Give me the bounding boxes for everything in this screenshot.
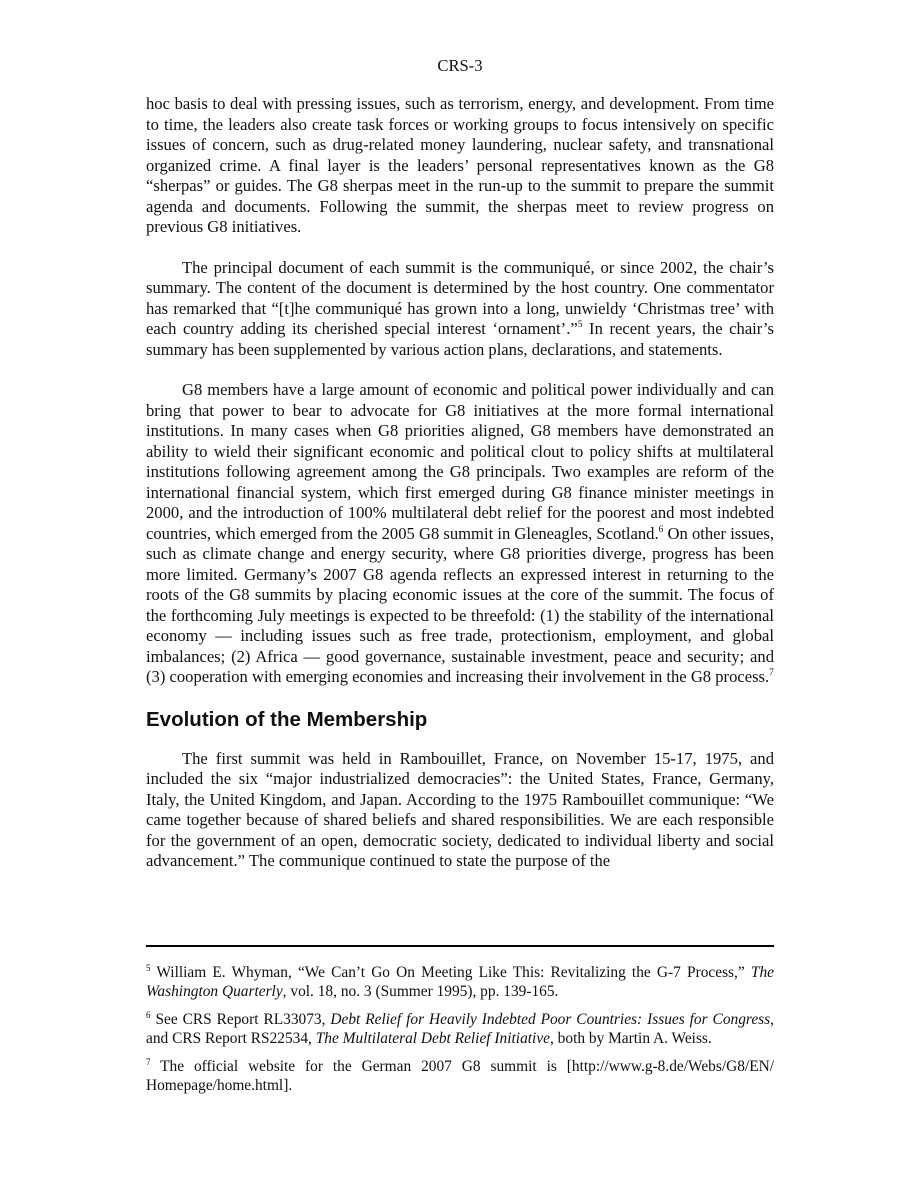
- footnote-ref-5: 5: [577, 320, 583, 330]
- paragraph-4: The first summit was held in Rambouillet, France, on November 15-17, 1975, and included the six “major industrialized democracies”: the United States, France, Germany, Italy, the United Kingdom, and Japan. According to the 1975 Rambouillet communique: “We came together because of shared beliefs and shared responsibilities. We are each responsible for the government of an open, democratic society, dedicated to individual liberty and social advancement.” The communique continued to state the purpose of the: [146, 748, 774, 870]
- footnote-6: [146, 1010, 774, 1048]
- footnote-journal-title: The Washington Quarterly: [146, 964, 774, 1000]
- footnote-divider: [146, 945, 774, 947]
- footnote-number: 5: [146, 963, 151, 973]
- footnote-5: [146, 963, 774, 1001]
- footnote-number: 6: [146, 1010, 151, 1020]
- paragraph-3: [146, 380, 774, 688]
- footnote-text: See CRS Report RL33073,: [150, 1011, 331, 1028]
- paragraph-1: hoc basis to deal with pressing issues, such as terrorism, energy, and development. From time to time, the leaders also create task forces or working groups to focus intensively on specific issues of concern, such as drug-related money laundering, nuclear safety, and transnational organized crime. A final layer is the leaders’ personal representatives known as the G8 “sherpas” or guides. The G8 sherpas meet in the run-up to the summit to prepare the summit agenda and documents. Following the summit, the sherpas meet to review progress on previous G8 initiatives.: [146, 94, 774, 236]
- footnote-text: The official website for the German 2007 G8 summit is [http://www.g-8.de/Webs/G8/EN/ Homepage/home.html].: [146, 1058, 774, 1094]
- document-body: [146, 94, 774, 892]
- footnote-number: 7: [146, 1057, 151, 1067]
- footnote-7: [146, 1057, 774, 1095]
- paragraph-2-text: The principal document of each summit is the communiqué, or since 2002, the chair’s summary. The content of the document is determined by the host country. One commentator has remarked that “[t]he communiqué has grown into a long, unwieldy ‘Christmas tree’ with each country adding its cherished special interest ‘ornament’.”: [146, 257, 774, 338]
- paragraph-2: [146, 258, 774, 361]
- footnote-text: William E. Whyman, “We Can’t Go On Meeting Like This: Revitalizing the G-7 Process,”: [150, 964, 751, 981]
- footnotes: [146, 963, 774, 1104]
- footnote-ref-7: 7: [769, 668, 774, 678]
- paragraph-3-mid: On other issues, such as climate change and energy security, where G8 priorities diverge, progress has been more limited. Germany’s 2007 G8 agenda reflects an expressed interest in returning to the roots of the G8 summits by placing economic issues at the core of the summit. The focus of the forthcoming July meetings is expected to be threefold: (1) the stability of the international economy — including issues such as free trade, protectionism, employment, and global imbalances; (2) Africa — good governance, sustainable investment, peace and security; and (3) cooperation with emerging economies and increasing their involvement in the G8 process.: [146, 523, 774, 686]
- paragraph-2-tail: In recent years, the chair’s summary has been supplemented by various action plans, declarations, and statements.: [146, 319, 775, 359]
- section-heading: Evolution of the Membership: [146, 707, 428, 731]
- footnote-text: , and CRS Report RS22534,: [146, 1011, 774, 1047]
- paragraph-3-text: G8 members have a large amount of economic and political power individually and can bring that power to bear to advocate for G8 initiatives at the more formal international institutions. In many cases when G8 priorities aligned, G8 members have demonstrated an ability to wield their significant economic and political clout to policy shifts at multilateral institutions following agreement among the G8 principals. Two examples are reform of the international financial system, which first emerged during G8 finance minister meetings in 2000, and the introduction of 100% multilateral debt relief for the poorest and most indebted countries, which emerged from the 2005 G8 summit in Gleneagles, Scotland.: [146, 380, 774, 543]
- footnote-report-title: The Multilateral Debt Relief Initiative: [315, 1030, 550, 1047]
- page-number-header: CRS-3: [437, 56, 483, 75]
- footnote-text: , both by Martin A. Weiss.: [549, 1030, 712, 1047]
- footnote-report-title: Debt Relief for Heavily Indebted Poor Countries: Issues for Congress: [330, 1011, 771, 1028]
- footnote-text: , vol. 18, no. 3 (Summer 1995), pp. 139-165.: [282, 983, 559, 1000]
- footnote-ref-6: 6: [658, 524, 664, 535]
